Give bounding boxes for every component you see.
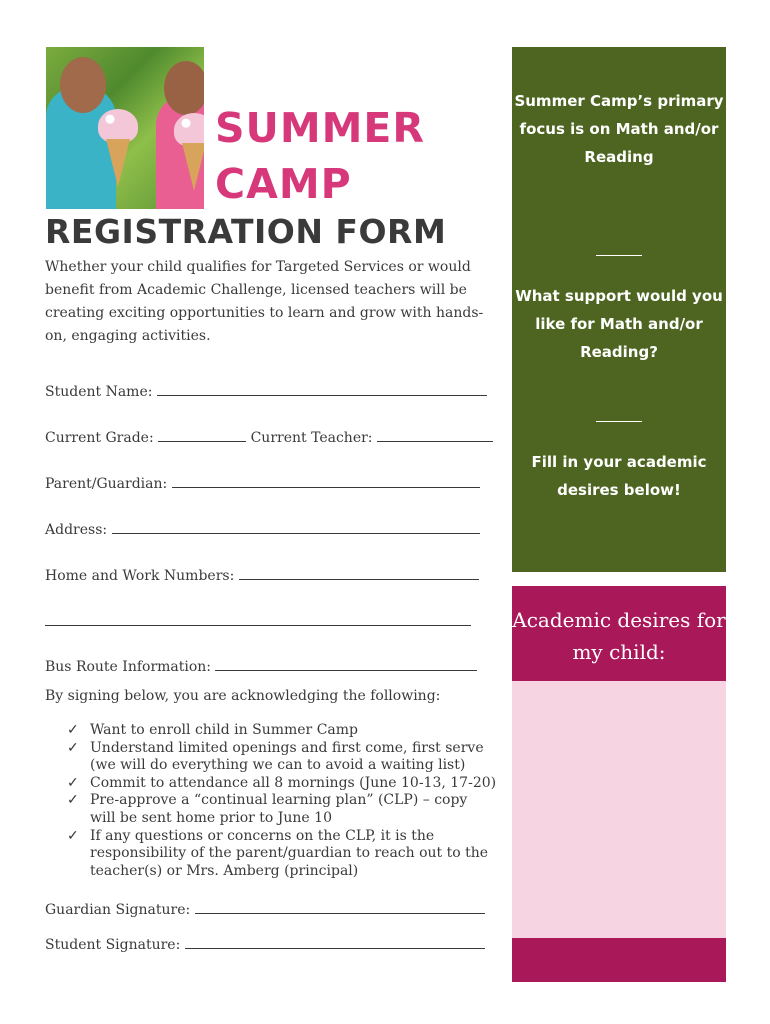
- parent-guardian-label: Parent/Guardian:: [45, 476, 168, 492]
- check-icon: ✓: [67, 722, 79, 738]
- academic-desires-heading: Academic desires for my child:: [512, 608, 726, 664]
- bus-route-row: [45, 656, 477, 675]
- guardian-signature-label: Guardian Signature:: [45, 902, 191, 918]
- student-name-row: [45, 381, 487, 400]
- check-icon: ✓: [67, 739, 79, 756]
- divider: [596, 255, 642, 256]
- parent-guardian-blank[interactable]: [172, 473, 480, 488]
- focus-text: Summer Camp’s primary focus is on Math and/or Reading: [514, 92, 724, 166]
- address-label: Address:: [45, 522, 108, 538]
- fill-instructions: Fill in your academic desires below!: [531, 453, 707, 499]
- student-name-label: Student Name:: [45, 384, 153, 400]
- student-signature-blank[interactable]: [185, 934, 485, 949]
- grade-teacher-row: [45, 427, 493, 446]
- home-work-numbers-blank[interactable]: [239, 565, 479, 580]
- academic-desires-input-area[interactable]: [512, 681, 726, 938]
- info-sidebar: [512, 47, 726, 572]
- guardian-signature-blank[interactable]: [195, 899, 485, 914]
- current-teacher-label: Current Teacher:: [250, 430, 373, 446]
- kids-ice-cream-photo: [46, 47, 204, 209]
- list-item: ✓ Want to enroll child in Summer Camp: [67, 722, 358, 738]
- bus-route-blank[interactable]: [215, 656, 477, 671]
- check-icon: ✓: [67, 827, 79, 844]
- address-blank[interactable]: [112, 519, 480, 534]
- sidebar-footer-bar: [512, 938, 726, 982]
- guardian-signature-row: [45, 899, 485, 918]
- acknowledgement-intro: By signing below, you are acknowledging the following:: [45, 688, 441, 704]
- current-grade-blank[interactable]: [158, 427, 246, 442]
- current-teacher-blank[interactable]: [377, 427, 493, 442]
- intro-paragraph: Whether your child qualifies for Targeted Services or would benefit from Academic Challenge, licensed teachers will be creating exciting opportunities to learn and grow with hands-on, engaging activities.: [45, 259, 484, 344]
- address-row: [45, 519, 480, 538]
- support-question: What support would you like for Math and/or Reading?: [515, 287, 723, 361]
- student-signature-row: [45, 934, 485, 953]
- current-grade-label: Current Grade:: [45, 430, 154, 446]
- home-work-numbers-label: Home and Work Numbers:: [45, 568, 235, 584]
- check-icon: ✓: [67, 774, 79, 791]
- bus-route-label: Bus Route Information:: [45, 659, 212, 675]
- title-summer: SUMMER: [215, 104, 425, 152]
- home-work-numbers-row: [45, 565, 479, 584]
- student-signature-label: Student Signature:: [45, 937, 181, 953]
- list-item: ✓ Pre-approve a “continual learning plan” (CLP) – copy will be sent home prior to June 10: [67, 792, 468, 826]
- student-name-blank[interactable]: [157, 381, 487, 396]
- list-item: ✓ If any questions or concerns on the CLP, it is the responsibility of the parent/guardian to reach out to the teacher(s) or Mrs. Amberg (principal): [67, 827, 489, 879]
- title-camp: CAMP: [215, 160, 352, 208]
- check-icon: ✓: [67, 792, 79, 809]
- extra-line-row: [45, 611, 471, 630]
- academic-desires-header: [512, 586, 726, 681]
- registration-form-heading: REGISTRATION FORM: [45, 212, 447, 251]
- parent-guardian-row: [45, 473, 480, 492]
- acknowledgement-list: [67, 722, 497, 880]
- extra-blank-line[interactable]: [45, 611, 471, 626]
- divider: [596, 421, 642, 422]
- list-item: ✓ Commit to attendance all 8 mornings (June 10-13, 17-20): [67, 774, 497, 791]
- list-item: ✓ Understand limited openings and first come, first serve (we will do everything we can to avoid a waiting list): [67, 739, 484, 774]
